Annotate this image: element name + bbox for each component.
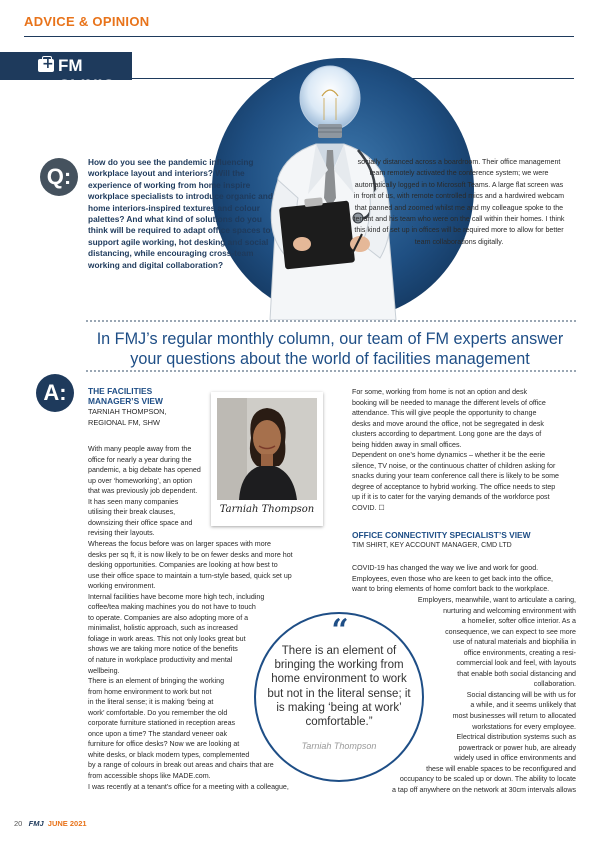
dotted-divider-bottom [86, 370, 576, 372]
author-portrait [211, 392, 323, 526]
facilities-body-intro: With many people away from the office for nearly a year during the pandemic, a big debate has opened up over ‘homeworking’, an option that was previously job dependent. It has seen many companies utilising their break clauses, downsizing their office space and revising their layouts. [88, 445, 201, 538]
facilities-author-line1: TARNIAH THOMPSON, [88, 407, 167, 416]
facilities-author-line2: REGIONAL FM, SHW [88, 418, 160, 427]
connectivity-author: TIM SHIRT, KEY ACCOUNT MANAGER, CMD LTD [352, 542, 512, 549]
facilities-heading-line1: THE FACILITIES [88, 386, 153, 396]
facilities-body-main: Whereas the focus before was on larger spaces with more desks per sq ft, it is now likely to be on fewer desks and more hot desking opportunities. Companies are looking at how best to use their office space to maintain a turn-style based, quick set up working environment. Internal facilities have become more high tech, including coffee/tea making machines you do not have to touch to operate. Companies are also adopting more of a minimalist, holistic approach, such as increased foliage in work areas. This not only looks great but shows we are taking more notice of the benefits of nature in workplace productivity and mental wellbeing. There is an element of bringing the working from home environment to work but not in the literal sense; it is making ‘being at work’ comfortable. Do you remember the old corporate furniture stationed in reception areas once upon a time? The standard veneer oak furniture for office desks? Now we are looking at white desks, or black modern types, complemented by a range of colours in break out areas and chairs that are from accessible shops like MADE.com. I was recently at a tenant’s office for a meeting with a colleague, [88, 540, 293, 791]
header-rule [24, 36, 574, 37]
answer-badge: A: [36, 374, 74, 412]
quote-mark-icon: “ [326, 616, 354, 646]
column-title-bar [0, 52, 132, 95]
page-footer [14, 819, 87, 828]
section-tag: ADVICE & OPINION [24, 14, 150, 29]
magazine-name: FMJ [28, 819, 44, 828]
facilities-heading-line2: MANAGER’S VIEW [88, 396, 163, 406]
column-title: FM CLINIC [58, 56, 115, 95]
connectivity-heading: OFFICE CONNECTIVITY SPECIALIST’S VIEW [352, 530, 531, 540]
facilities-body-continued: For some, working from home is not an option and desk booking will be needed to manage the different levels of office attendance. This will give people the opportunity to change desks and move around the office, not be segregated in desk clusters according to department. Long gone are the days of being hidden away in small offices. Dependent on one’s home dynamics – whether it be the eerie silence, TV noise, or the continuous chatter of children asking for snacks during your team conference call there is likely to be some degree of acceptance to hybrid working. The office needs to step up if it is to cater for the varying demands of the workforce post COVID. ☐ [352, 388, 560, 513]
portrait-image [217, 398, 317, 500]
first-aid-kit-icon [38, 59, 54, 72]
issue-date: JUNE 2021 [47, 819, 87, 828]
dotted-divider-top [86, 320, 576, 322]
connectivity-body-main: Employers, meanwhile, want to articulate a caring, nurturing and welcoming environment with a homelier, softer office interior. As a consequence, we can expect to see more use of natural materials and biophilia in office environments, creating a resi- commercial look and feel, with layouts that enable both social distancing and collaboration. Social distancing will be with us for a while, and it seems unlikely that most businesses will return to allocated workstations for every employee. Electrical distribution systems such as powertrack or power hub, are already widely used in office environments and these will enable spaces to be reconfigured and occupancy to be scaled up or down. The ability to locate a tap off anywhere on the network at 30cm intervals allows [391, 596, 576, 794]
question-text: How do you see the pandemic influencing workplace layout and interiors? Will the experience of working from home inspire workplace specialists to introduce organic and home interiors-inspired textures and colour palettes? And what kind of solutions do you think will be required to adapt office spaces to support agile working, hot desking and social distancing, while encouraging cross-team working and digital collaboration? [88, 157, 273, 270]
question-answer-continued: socially distanced across a boardroom. Their office management team remotely activated the conference system; we were automatically logged in to Microsoft Teams. A large flat screen was in front of us, with remote controlled mics and a hardwired webcam that panned and zoomed whilst me and my colleague spoke to the tenant and his team who were on the call within their homes. I think this kind of set up in offices will be required more to allow for better team collaborations digitally. [353, 158, 565, 246]
pull-quote-attribution: Tarniah Thompson [301, 741, 377, 751]
author-signature: Tarniah Thompson [219, 504, 315, 515]
pull-quote-text: There is an element of bringing the working from home environment to work but not in the literal sense; it is making ‘being at work’ comfortable.” [267, 645, 411, 729]
standfirst: In FMJ’s regular monthly column, our team of FM experts answer your questions about the world of facilities management [96, 330, 564, 368]
question-badge: Q: [40, 158, 78, 196]
connectivity-body-intro: COVID-19 has changed the way we live and work for good. Employees, even those who are keen to get back into the office, want to bring elements of home comfort back to the workplace. [352, 564, 553, 594]
page-number: 20 [14, 819, 23, 828]
